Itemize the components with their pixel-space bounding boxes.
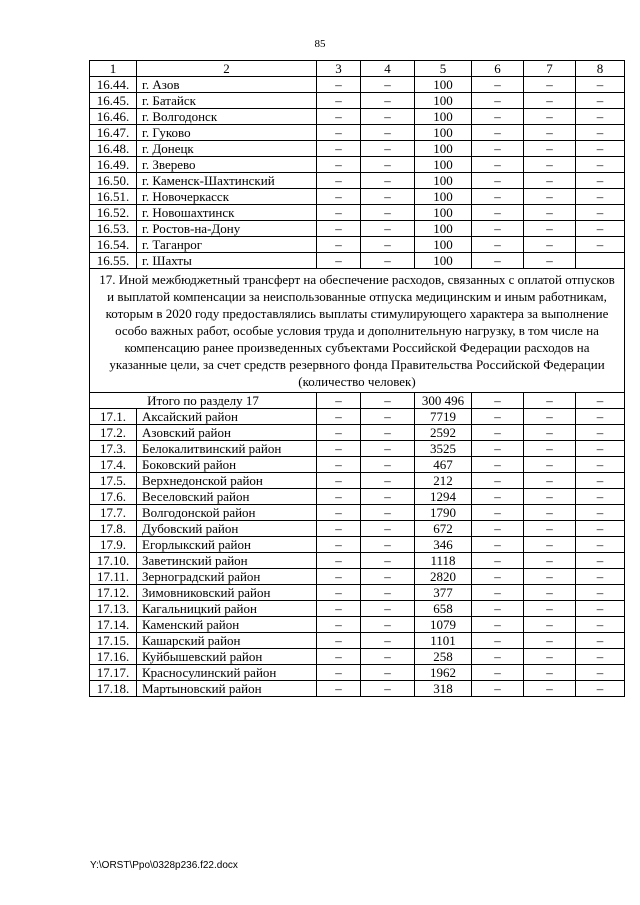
row-number-cell: 16.49. [90,157,137,173]
row-number-cell: 17.10. [90,553,137,569]
value-cell: 100 [415,157,472,173]
row-number-cell: 16.54. [90,237,137,253]
table-row [90,205,625,221]
row-name-cell: г. Новошахтинск [137,205,317,221]
value-cell: – [317,173,361,189]
table-row [90,253,625,269]
value-cell: – [317,221,361,237]
value-cell: – [317,553,361,569]
header-row [90,61,625,77]
table-row [90,173,625,189]
row-number-cell: 17.13. [90,601,137,617]
value-cell: – [472,457,524,473]
value-cell: – [576,173,625,189]
value-cell: – [524,553,576,569]
value-cell: 100 [415,189,472,205]
value-cell: – [361,157,415,173]
value-cell: 658 [415,601,472,617]
value-cell: – [317,237,361,253]
value-cell: 1118 [415,553,472,569]
value-cell: – [576,617,625,633]
table-row [90,633,625,649]
table-row [90,125,625,141]
table-row [90,665,625,681]
value-cell: – [317,409,361,425]
value-cell: – [576,553,625,569]
table-row [90,585,625,601]
row-name-cell: Егорлыкский район [137,537,317,553]
value-cell: – [361,221,415,237]
total-row [90,393,625,409]
row-number-cell: 16.44. [90,77,137,93]
value-cell: – [472,633,524,649]
row-name-cell: Аксайский район [137,409,317,425]
row-name-cell: г. Азов [137,77,317,93]
value-cell: – [524,601,576,617]
value-cell: – [361,109,415,125]
value-cell: – [472,505,524,521]
value-cell: – [524,681,576,697]
value-cell: – [524,425,576,441]
value-cell: – [576,633,625,649]
value-cell: 672 [415,521,472,537]
column-header: 2 [137,61,317,77]
value-cell: – [361,425,415,441]
value-cell: – [317,649,361,665]
row-name-cell: Белокалитвинский район [137,441,317,457]
value-cell: – [317,109,361,125]
value-cell: – [361,93,415,109]
value-cell: – [576,681,625,697]
value-cell: – [317,77,361,93]
value-cell: – [472,77,524,93]
row-number-cell: 17.7. [90,505,137,521]
table-row [90,473,625,489]
column-header: 6 [472,61,524,77]
value-cell: – [472,681,524,697]
value-cell: – [472,205,524,221]
value-cell: – [524,221,576,237]
row-name-cell: г. Донецк [137,141,317,157]
value-cell: – [576,189,625,205]
value-cell: – [576,569,625,585]
value-cell: – [524,109,576,125]
value-cell: 100 [415,125,472,141]
row-name-cell: г. Ростов-на-Дону [137,221,317,237]
table-body [90,61,625,697]
value-cell: – [317,253,361,269]
row-name-cell: Кашарский район [137,633,317,649]
row-name-cell: г. Шахты [137,253,317,269]
value-cell: – [361,237,415,253]
row-number-cell: 17.5. [90,473,137,489]
value-cell: – [361,665,415,681]
value-cell: – [472,141,524,157]
row-number-cell: 16.48. [90,141,137,157]
row-number-cell: 17.16. [90,649,137,665]
value-cell: – [361,253,415,269]
column-header: 3 [317,61,361,77]
value-cell: – [317,141,361,157]
table-row [90,109,625,125]
row-name-cell: Волгодонской район [137,505,317,521]
table-row [90,425,625,441]
row-number-cell: 17.12. [90,585,137,601]
value-cell: 346 [415,537,472,553]
table-row [90,649,625,665]
value-cell: 1790 [415,505,472,521]
value-cell: – [317,189,361,205]
value-cell: – [317,125,361,141]
value-cell: – [361,173,415,189]
value-cell: – [524,205,576,221]
value-cell: 2592 [415,425,472,441]
value-cell: – [472,585,524,601]
value-cell: – [524,457,576,473]
row-name-cell: Дубовский район [137,521,317,537]
value-cell: – [524,409,576,425]
value-cell: – [361,457,415,473]
value-cell: – [472,125,524,141]
row-number-cell: 17.15. [90,633,137,649]
value-cell: – [317,601,361,617]
row-number-cell: 17.18. [90,681,137,697]
value-cell: – [361,77,415,93]
total-value-cell: – [317,393,361,409]
value-cell: – [524,505,576,521]
value-cell: – [361,409,415,425]
value-cell: – [472,473,524,489]
table-row [90,237,625,253]
value-cell: – [524,585,576,601]
total-label: Итого по разделу 17 [90,393,317,409]
total-value-cell: 300 496 [415,393,472,409]
value-cell: – [524,489,576,505]
row-name-cell: г. Гуково [137,125,317,141]
value-cell: 7719 [415,409,472,425]
total-value-cell: – [361,393,415,409]
value-cell: 100 [415,109,472,125]
value-cell: 3525 [415,441,472,457]
value-cell: – [361,125,415,141]
row-name-cell: г. Новочеркасск [137,189,317,205]
value-cell: 258 [415,649,472,665]
value-cell: – [576,157,625,173]
row-number-cell: 17.1. [90,409,137,425]
value-cell: – [524,665,576,681]
table-row [90,189,625,205]
value-cell: – [317,537,361,553]
value-cell: – [524,93,576,109]
value-cell: – [472,109,524,125]
value-cell: – [472,253,524,269]
value-cell: – [576,649,625,665]
row-name-cell: Куйбышевский район [137,649,317,665]
value-cell: – [472,425,524,441]
page-number: 85 [314,38,326,50]
value-cell: – [576,141,625,157]
value-cell: – [317,473,361,489]
file-path-footer: Y:\ORST\Ppo\0328p236.f22.docx [90,860,238,871]
value-cell: – [576,537,625,553]
value-cell: – [576,521,625,537]
row-number-cell: 16.55. [90,253,137,269]
value-cell: – [361,585,415,601]
value-cell: – [576,221,625,237]
table-row [90,157,625,173]
value-cell: – [576,125,625,141]
value-cell: – [317,457,361,473]
value-cell: 100 [415,173,472,189]
value-cell: 100 [415,205,472,221]
value-cell: – [317,505,361,521]
value-cell: – [361,505,415,521]
value-cell: – [317,93,361,109]
value-cell: – [524,141,576,157]
column-header: 7 [524,61,576,77]
table-row [90,489,625,505]
row-number-cell: 16.46. [90,109,137,125]
row-number-cell: 16.50. [90,173,137,189]
table-row [90,457,625,473]
total-value-cell: – [576,393,625,409]
value-cell: – [361,633,415,649]
value-cell: – [361,681,415,697]
row-number-cell: 16.53. [90,221,137,237]
value-cell: – [524,173,576,189]
value-cell: 100 [415,93,472,109]
row-number-cell: 17.2. [90,425,137,441]
value-cell: – [524,617,576,633]
row-number-cell: 17.4. [90,457,137,473]
value-cell: – [472,665,524,681]
value-cell: – [317,521,361,537]
value-cell: – [576,77,625,93]
row-name-cell: Кагальницкий район [137,601,317,617]
row-name-cell: Боковский район [137,457,317,473]
table-row [90,521,625,537]
value-cell: – [472,157,524,173]
value-cell: – [317,157,361,173]
row-name-cell: Верхнедонской район [137,473,317,489]
value-cell: – [576,505,625,521]
value-cell: – [317,681,361,697]
row-name-cell: Азовский район [137,425,317,441]
row-number-cell: 17.6. [90,489,137,505]
value-cell: 212 [415,473,472,489]
section-title: 17. Иной межбюджетный трансферт на обеспечение расходов, связанных с оплатой отпусков и выплатой компенсации за неиспользованные отпуска медицинским и иным работникам, которым в 2020 году предоставлялись выплаты стимулирующего характера за выполнение особо важных работ, особые условия труда и дополнительную нагрузку, в том числе на компенсацию ранее произведенных субъектами Российской Федерации расходов на указанные цели, за счет средств резервного фонда Правительства Российской Федерации (количество человек) [90,269,625,393]
table-row [90,601,625,617]
value-cell: – [524,253,576,269]
value-cell: – [524,441,576,457]
table-row [90,221,625,237]
value-cell: 100 [415,237,472,253]
row-number-cell: 16.45. [90,93,137,109]
value-cell: – [472,617,524,633]
value-cell: – [317,425,361,441]
value-cell: – [317,585,361,601]
table-row [90,441,625,457]
row-name-cell: Каменский район [137,617,317,633]
value-cell: – [361,601,415,617]
row-name-cell: Мартыновский район [137,681,317,697]
row-name-cell: Заветинский район [137,553,317,569]
value-cell: – [361,617,415,633]
value-cell: – [524,649,576,665]
value-cell: – [524,633,576,649]
row-name-cell: Веселовский район [137,489,317,505]
table-row [90,553,625,569]
row-name-cell: Зерноградский район [137,569,317,585]
value-cell: – [361,537,415,553]
value-cell: – [472,237,524,253]
value-cell: – [472,489,524,505]
row-number-cell: 17.9. [90,537,137,553]
column-header: 4 [361,61,415,77]
value-cell: – [576,409,625,425]
value-cell: – [472,93,524,109]
row-number-cell: 17.14. [90,617,137,633]
table-row [90,569,625,585]
value-cell: 1101 [415,633,472,649]
row-name-cell: г. Зверево [137,157,317,173]
table-row [90,505,625,521]
column-header: 1 [90,61,137,77]
value-cell: – [576,441,625,457]
value-cell: – [472,601,524,617]
value-cell: – [361,205,415,221]
value-cell: – [524,125,576,141]
row-number-cell: 16.52. [90,205,137,221]
value-cell: – [576,585,625,601]
value-cell: – [472,553,524,569]
row-number-cell: 17.17. [90,665,137,681]
value-cell: – [524,537,576,553]
row-number-cell: 16.51. [90,189,137,205]
value-cell: – [524,157,576,173]
value-cell: – [524,77,576,93]
value-cell: – [524,569,576,585]
value-cell: – [472,569,524,585]
value-cell: 467 [415,457,472,473]
table-row [90,409,625,425]
value-cell: – [472,537,524,553]
value-cell: – [361,521,415,537]
value-cell: – [472,409,524,425]
value-cell: 377 [415,585,472,601]
row-name-cell: Красносулинский район [137,665,317,681]
row-number-cell: 17.11. [90,569,137,585]
value-cell: – [317,665,361,681]
value-cell: 2820 [415,569,472,585]
table-row [90,681,625,697]
table-row [90,141,625,157]
value-cell: – [576,205,625,221]
value-cell: 100 [415,221,472,237]
value-cell: – [472,221,524,237]
value-cell: – [317,489,361,505]
value-cell: – [576,457,625,473]
value-cell: – [472,189,524,205]
value-cell: – [576,489,625,505]
value-cell: – [361,189,415,205]
value-cell: – [472,521,524,537]
value-cell: – [317,569,361,585]
budget-table [89,60,625,697]
section-title-row [90,269,625,393]
table-row [90,617,625,633]
row-number-cell: 16.47. [90,125,137,141]
total-value-cell: – [472,393,524,409]
value-cell: 100 [415,141,472,157]
value-cell: – [361,489,415,505]
row-name-cell: г. Таганрог [137,237,317,253]
total-value-cell: – [524,393,576,409]
value-cell: – [576,237,625,253]
value-cell: – [361,553,415,569]
row-name-cell: г. Батайск [137,93,317,109]
value-cell [576,253,625,269]
table-row [90,77,625,93]
value-cell: – [576,473,625,489]
column-header: 5 [415,61,472,77]
row-name-cell: г. Волгодонск [137,109,317,125]
value-cell: 1962 [415,665,472,681]
value-cell: – [576,665,625,681]
value-cell: – [576,425,625,441]
value-cell: – [317,205,361,221]
value-cell: – [524,473,576,489]
table-row [90,93,625,109]
value-cell: 100 [415,77,472,93]
value-cell: – [472,649,524,665]
value-cell: 318 [415,681,472,697]
value-cell: – [524,237,576,253]
row-name-cell: г. Каменск-Шахтинский [137,173,317,189]
row-name-cell: Зимовниковский район [137,585,317,601]
value-cell: 100 [415,253,472,269]
value-cell: – [361,441,415,457]
value-cell: – [317,441,361,457]
value-cell: 1079 [415,617,472,633]
value-cell: 1294 [415,489,472,505]
column-header: 8 [576,61,625,77]
value-cell: – [317,617,361,633]
value-cell: – [317,633,361,649]
value-cell: – [472,441,524,457]
value-cell: – [576,601,625,617]
value-cell: – [361,649,415,665]
table-row [90,537,625,553]
value-cell: – [524,189,576,205]
value-cell: – [361,569,415,585]
value-cell: – [472,173,524,189]
row-number-cell: 17.8. [90,521,137,537]
value-cell: – [361,141,415,157]
row-number-cell: 17.3. [90,441,137,457]
value-cell: – [576,93,625,109]
value-cell: – [361,473,415,489]
value-cell: – [524,521,576,537]
value-cell: – [576,109,625,125]
